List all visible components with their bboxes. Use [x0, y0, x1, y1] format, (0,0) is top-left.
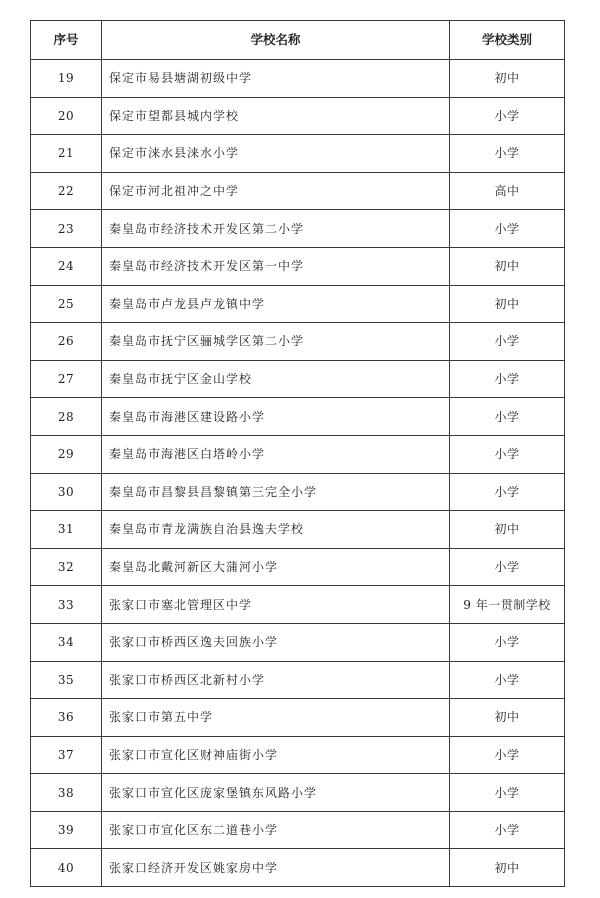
- row-number: 34: [31, 623, 102, 661]
- school-name: 秦皇岛市抚宁区金山学校: [102, 360, 450, 398]
- school-list-table: [30, 20, 565, 887]
- table-row: [31, 247, 565, 285]
- school-type: 小学: [450, 811, 565, 849]
- row-number: 23: [31, 210, 102, 248]
- header-school-type: 学校类别: [450, 21, 565, 60]
- school-type: 高中: [450, 172, 565, 210]
- school-name: 秦皇岛市抚宁区骊城学区第二小学: [102, 323, 450, 361]
- school-type: 小学: [450, 548, 565, 586]
- table-row: [31, 473, 565, 511]
- table-row: [31, 210, 565, 248]
- school-name: 秦皇岛市青龙满族自治县逸夫学校: [102, 511, 450, 549]
- table-row: [31, 398, 565, 436]
- table-row: [31, 360, 565, 398]
- school-type: 初中: [450, 247, 565, 285]
- school-type: 初中: [450, 511, 565, 549]
- row-number: 22: [31, 172, 102, 210]
- table-row: [31, 323, 565, 361]
- table-row: [31, 548, 565, 586]
- table-row: [31, 774, 565, 812]
- school-type: 小学: [450, 135, 565, 173]
- table-row: [31, 97, 565, 135]
- school-name: 保定市易县塘湖初级中学: [102, 60, 450, 98]
- row-number: 39: [31, 811, 102, 849]
- school-name: 保定市涞水县涞水小学: [102, 135, 450, 173]
- school-type: 初中: [450, 699, 565, 737]
- row-number: 30: [31, 473, 102, 511]
- school-type: 小学: [450, 210, 565, 248]
- school-name: 保定市望都县城内学校: [102, 97, 450, 135]
- row-number: 19: [31, 60, 102, 98]
- row-number: 24: [31, 247, 102, 285]
- school-name: 张家口经济开发区姚家房中学: [102, 849, 450, 887]
- table-row: [31, 60, 565, 98]
- school-name: 秦皇岛市昌黎县昌黎镇第三完全小学: [102, 473, 450, 511]
- table-row: [31, 623, 565, 661]
- school-type: 小学: [450, 435, 565, 473]
- school-name: 秦皇岛市经济技术开发区第一中学: [102, 247, 450, 285]
- row-number: 29: [31, 435, 102, 473]
- header-school-name: 学校名称: [102, 21, 450, 60]
- row-number: 31: [31, 511, 102, 549]
- row-number: 20: [31, 97, 102, 135]
- row-number: 28: [31, 398, 102, 436]
- school-type: 9 年一贯制学校: [450, 586, 565, 624]
- school-type: 小学: [450, 97, 565, 135]
- school-name: 张家口市宣化区财神庙街小学: [102, 736, 450, 774]
- school-type: 初中: [450, 285, 565, 323]
- table-row: [31, 661, 565, 699]
- table-row: [31, 172, 565, 210]
- school-name: 秦皇岛市经济技术开发区第二小学: [102, 210, 450, 248]
- table-row: [31, 435, 565, 473]
- table-row: [31, 736, 565, 774]
- row-number: 38: [31, 774, 102, 812]
- school-name: 张家口市桥西区逸夫回族小学: [102, 623, 450, 661]
- row-number: 35: [31, 661, 102, 699]
- school-type: 小学: [450, 398, 565, 436]
- table-row: [31, 811, 565, 849]
- school-type: 小学: [450, 774, 565, 812]
- school-type: 小学: [450, 736, 565, 774]
- school-type: 小学: [450, 473, 565, 511]
- table-row: [31, 699, 565, 737]
- table-row: [31, 135, 565, 173]
- row-number: 26: [31, 323, 102, 361]
- school-type: 小学: [450, 623, 565, 661]
- school-name: 张家口市塞北管理区中学: [102, 586, 450, 624]
- row-number: 37: [31, 736, 102, 774]
- school-type: 初中: [450, 60, 565, 98]
- row-number: 40: [31, 849, 102, 887]
- school-name: 秦皇岛北戴河新区大蒲河小学: [102, 548, 450, 586]
- header-row: [31, 21, 565, 60]
- school-name: 秦皇岛市卢龙县卢龙镇中学: [102, 285, 450, 323]
- header-number: 序号: [31, 21, 102, 60]
- table-row: [31, 586, 565, 624]
- table-row: [31, 285, 565, 323]
- school-name: 张家口市桥西区北新村小学: [102, 661, 450, 699]
- table-row: [31, 511, 565, 549]
- row-number: 27: [31, 360, 102, 398]
- table-row: [31, 849, 565, 887]
- school-type: 初中: [450, 849, 565, 887]
- school-name: 保定市河北祖冲之中学: [102, 172, 450, 210]
- school-name: 张家口市宣化区东二道巷小学: [102, 811, 450, 849]
- row-number: 36: [31, 699, 102, 737]
- school-name: 秦皇岛市海港区建设路小学: [102, 398, 450, 436]
- school-name: 张家口市宣化区庞家堡镇东风路小学: [102, 774, 450, 812]
- row-number: 25: [31, 285, 102, 323]
- row-number: 21: [31, 135, 102, 173]
- row-number: 32: [31, 548, 102, 586]
- school-name: 张家口市第五中学: [102, 699, 450, 737]
- school-type: 小学: [450, 323, 565, 361]
- table-body: [31, 60, 565, 887]
- school-type: 小学: [450, 661, 565, 699]
- school-type: 小学: [450, 360, 565, 398]
- school-name: 秦皇岛市海港区白塔岭小学: [102, 435, 450, 473]
- row-number: 33: [31, 586, 102, 624]
- table-header: [31, 21, 565, 60]
